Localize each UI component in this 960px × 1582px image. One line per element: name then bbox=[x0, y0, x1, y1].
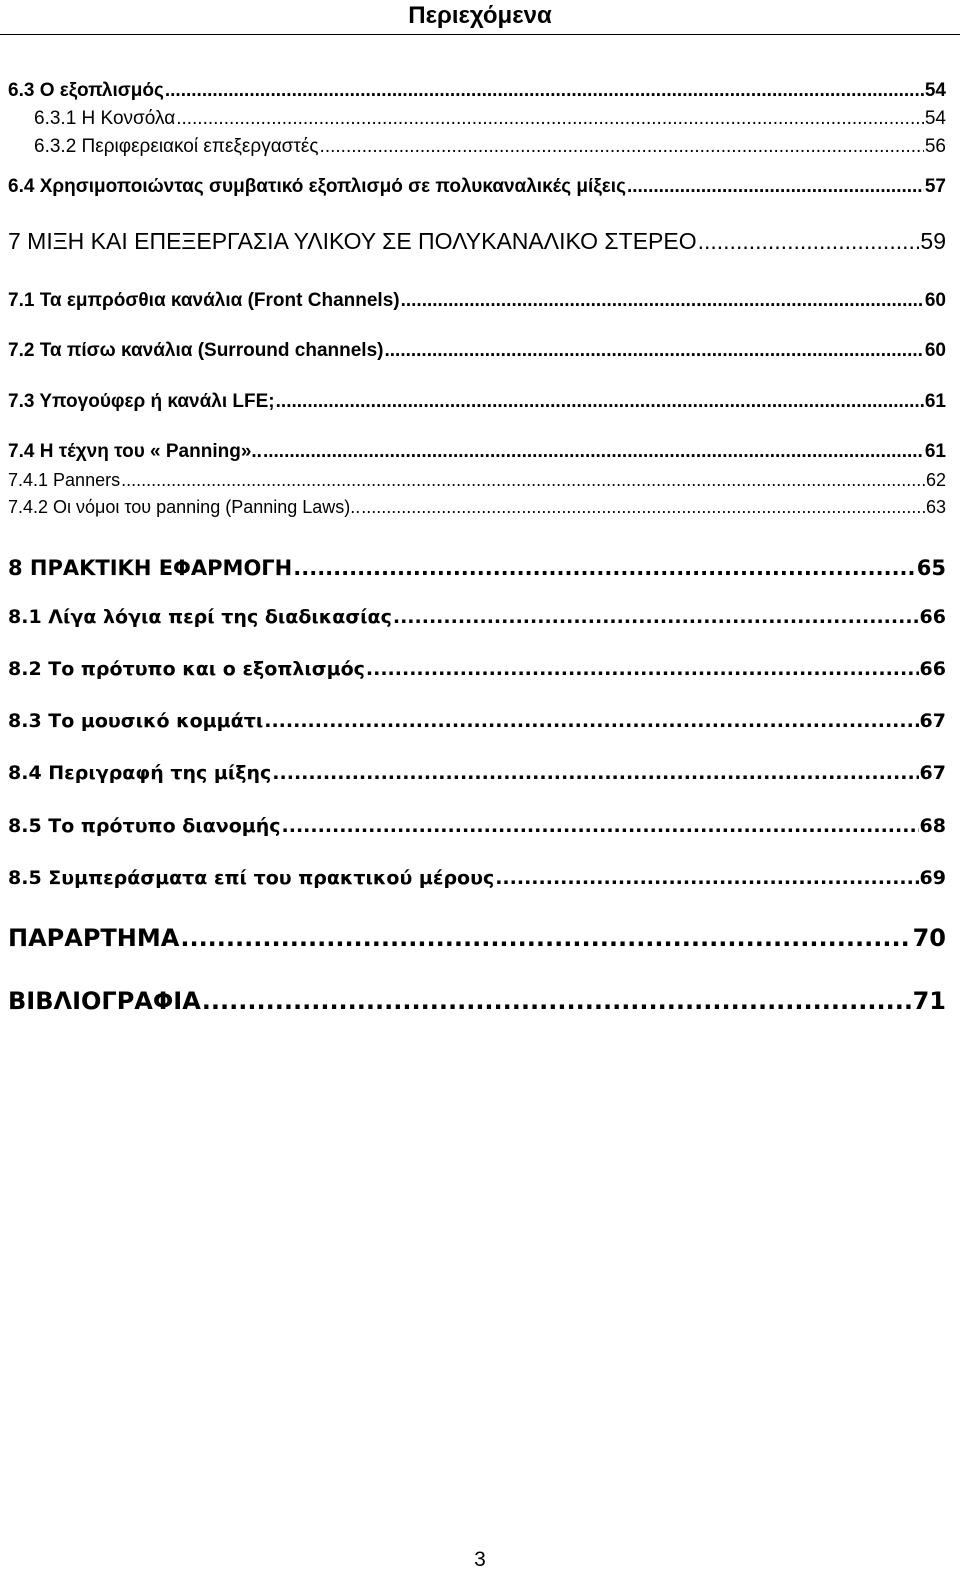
toc-entry-page: 54 bbox=[924, 80, 946, 101]
toc-entry-label: 8 ΠΡΑΚΤΙΚΗ ΕΦΑΡΜΟΓΗ bbox=[8, 556, 293, 580]
toc-entry[interactable] bbox=[8, 859, 946, 889]
toc-leader-dots bbox=[272, 762, 918, 784]
toc-entry[interactable] bbox=[8, 550, 946, 580]
toc-entry[interactable] bbox=[8, 433, 946, 463]
toc-entry[interactable] bbox=[8, 383, 946, 413]
page-number: 3 bbox=[474, 1548, 486, 1571]
toc-entry-label: ΠΑΡΑΡΤΗΜΑ bbox=[8, 924, 180, 952]
toc-entry-page: 66 bbox=[919, 606, 946, 628]
toc-entry[interactable] bbox=[8, 488, 946, 518]
toc-leader-dots bbox=[276, 391, 924, 413]
toc-entry-label: 8.5 Συμπεράσματα επί του πρακτικού μέρους bbox=[8, 867, 495, 889]
toc-entry[interactable] bbox=[8, 168, 946, 198]
toc-entry[interactable] bbox=[8, 922, 946, 952]
toc-entry[interactable] bbox=[8, 225, 946, 255]
toc-entry-label: 7 ΜΙΞΗ ΚΑΙ ΕΠΕΞΕΡΓΑΣΙΑ ΥΛΙΚΟΥ ΣΕ ΠΟΛΥΚΑΝΑΛΙΚΟ ΣΤΕΡΕΟ bbox=[8, 228, 697, 254]
toc-leader-dots bbox=[384, 340, 923, 362]
toc-entry-page: 69 bbox=[919, 867, 946, 889]
toc-entry[interactable] bbox=[8, 650, 946, 680]
toc-entry-label: 6.4 Χρησιμοποιώντας συμβατικό εξοπλισμό σε πολυκαναλικές μίξεις bbox=[8, 176, 626, 197]
toc-entry-label: 6.3.2 Περιφερειακοί επεξεργαστές bbox=[34, 136, 319, 157]
toc-entry[interactable] bbox=[34, 100, 946, 130]
toc-entry-page: 59 bbox=[920, 228, 946, 254]
toc-entry-label: 8.2 Το πρότυπο και ο εξοπλισμός bbox=[8, 658, 365, 680]
toc-leader-dots bbox=[401, 290, 924, 312]
toc-leader-dots bbox=[263, 441, 924, 463]
toc-entry[interactable] bbox=[8, 807, 946, 837]
toc-leader-dots bbox=[627, 176, 924, 198]
toc-entry-label: 7.1 Τα εμπρόσθια κανάλια (Front Channels) bbox=[8, 290, 400, 311]
toc-leader-dots bbox=[495, 867, 918, 889]
toc-entry-label: 8.4 Περιγραφή της μίξης bbox=[8, 762, 272, 784]
page-header bbox=[0, 0, 960, 35]
toc-leader-dots bbox=[264, 710, 918, 732]
toc-entry-page: 66 bbox=[919, 658, 946, 680]
toc-entry-page: 65 bbox=[916, 556, 946, 580]
toc-entry-label: 6.3 Ο εξοπλισμός bbox=[8, 80, 164, 101]
toc-leader-dots bbox=[282, 815, 919, 837]
toc-entry-page: 70 bbox=[912, 924, 946, 952]
toc-entry-page: 67 bbox=[919, 710, 946, 732]
toc-entry-label: 7.4.2 Οι νόμοι του panning (Panning Laws).. bbox=[8, 497, 361, 517]
toc-entry-page: 67 bbox=[919, 762, 946, 784]
toc-entry[interactable] bbox=[8, 282, 946, 312]
toc-entry-page: 57 bbox=[924, 176, 946, 197]
toc-leader-dots bbox=[165, 80, 924, 102]
toc-entry-label: 7.2 Τα πίσω κανάλια (Surround channels) bbox=[8, 340, 384, 361]
toc-entry-label: 7.4.1 Panners bbox=[8, 470, 121, 490]
toc-entry-label: 6.3.1 Η Κονσόλα bbox=[34, 108, 176, 129]
toc-entry[interactable] bbox=[8, 72, 946, 102]
toc-entry-page: 54 bbox=[924, 108, 946, 129]
toc-leader-dots bbox=[393, 606, 919, 628]
toc-entry-page: 68 bbox=[919, 815, 946, 837]
toc-entry[interactable] bbox=[8, 332, 946, 362]
toc-entry-page: 71 bbox=[912, 987, 946, 1015]
toc-entry-page: 62 bbox=[925, 470, 946, 490]
toc-entry-label: 7.4 Η τέχνη του « Panning».. bbox=[8, 441, 262, 462]
toc-leader-dots bbox=[361, 497, 925, 518]
toc-leader-dots bbox=[320, 136, 924, 158]
toc-entry-label: 8.5 Το πρότυπο διανομής bbox=[8, 815, 281, 837]
toc-leader-dots bbox=[293, 556, 916, 580]
toc-entry-page: 63 bbox=[925, 497, 946, 517]
toc-entry-page: 61 bbox=[924, 391, 946, 412]
toc-leader-dots bbox=[176, 108, 924, 130]
toc-leader-dots bbox=[202, 987, 912, 1015]
toc-entry-page: 60 bbox=[924, 340, 946, 361]
page-title: Περιεχόμενα bbox=[408, 2, 552, 29]
toc-entry[interactable] bbox=[8, 461, 946, 491]
toc-entry[interactable] bbox=[8, 702, 946, 732]
toc-entry[interactable] bbox=[8, 598, 946, 628]
toc-entry-label: 7.3 Υπογούφερ ή κανάλι LFE; bbox=[8, 391, 275, 412]
toc-entry-page: 61 bbox=[924, 441, 946, 462]
toc-entry-page: 56 bbox=[924, 136, 946, 157]
toc-entry[interactable] bbox=[8, 985, 946, 1015]
toc-leader-dots bbox=[180, 924, 911, 952]
toc-entry[interactable] bbox=[34, 128, 946, 158]
toc-entry[interactable] bbox=[8, 754, 946, 784]
toc-entry-label: ΒΙΒΛΙΟΓΡΑΦΙΑ bbox=[8, 987, 201, 1015]
toc-entry-page: 60 bbox=[924, 290, 946, 311]
toc-leader-dots bbox=[366, 658, 919, 680]
toc-entry-label: 8.1 Λίγα λόγια περί της διαδικασίας bbox=[8, 606, 392, 628]
toc-leader-dots bbox=[698, 228, 920, 255]
toc-entry-label: 8.3 Το μουσικό κομμάτι bbox=[8, 710, 264, 732]
